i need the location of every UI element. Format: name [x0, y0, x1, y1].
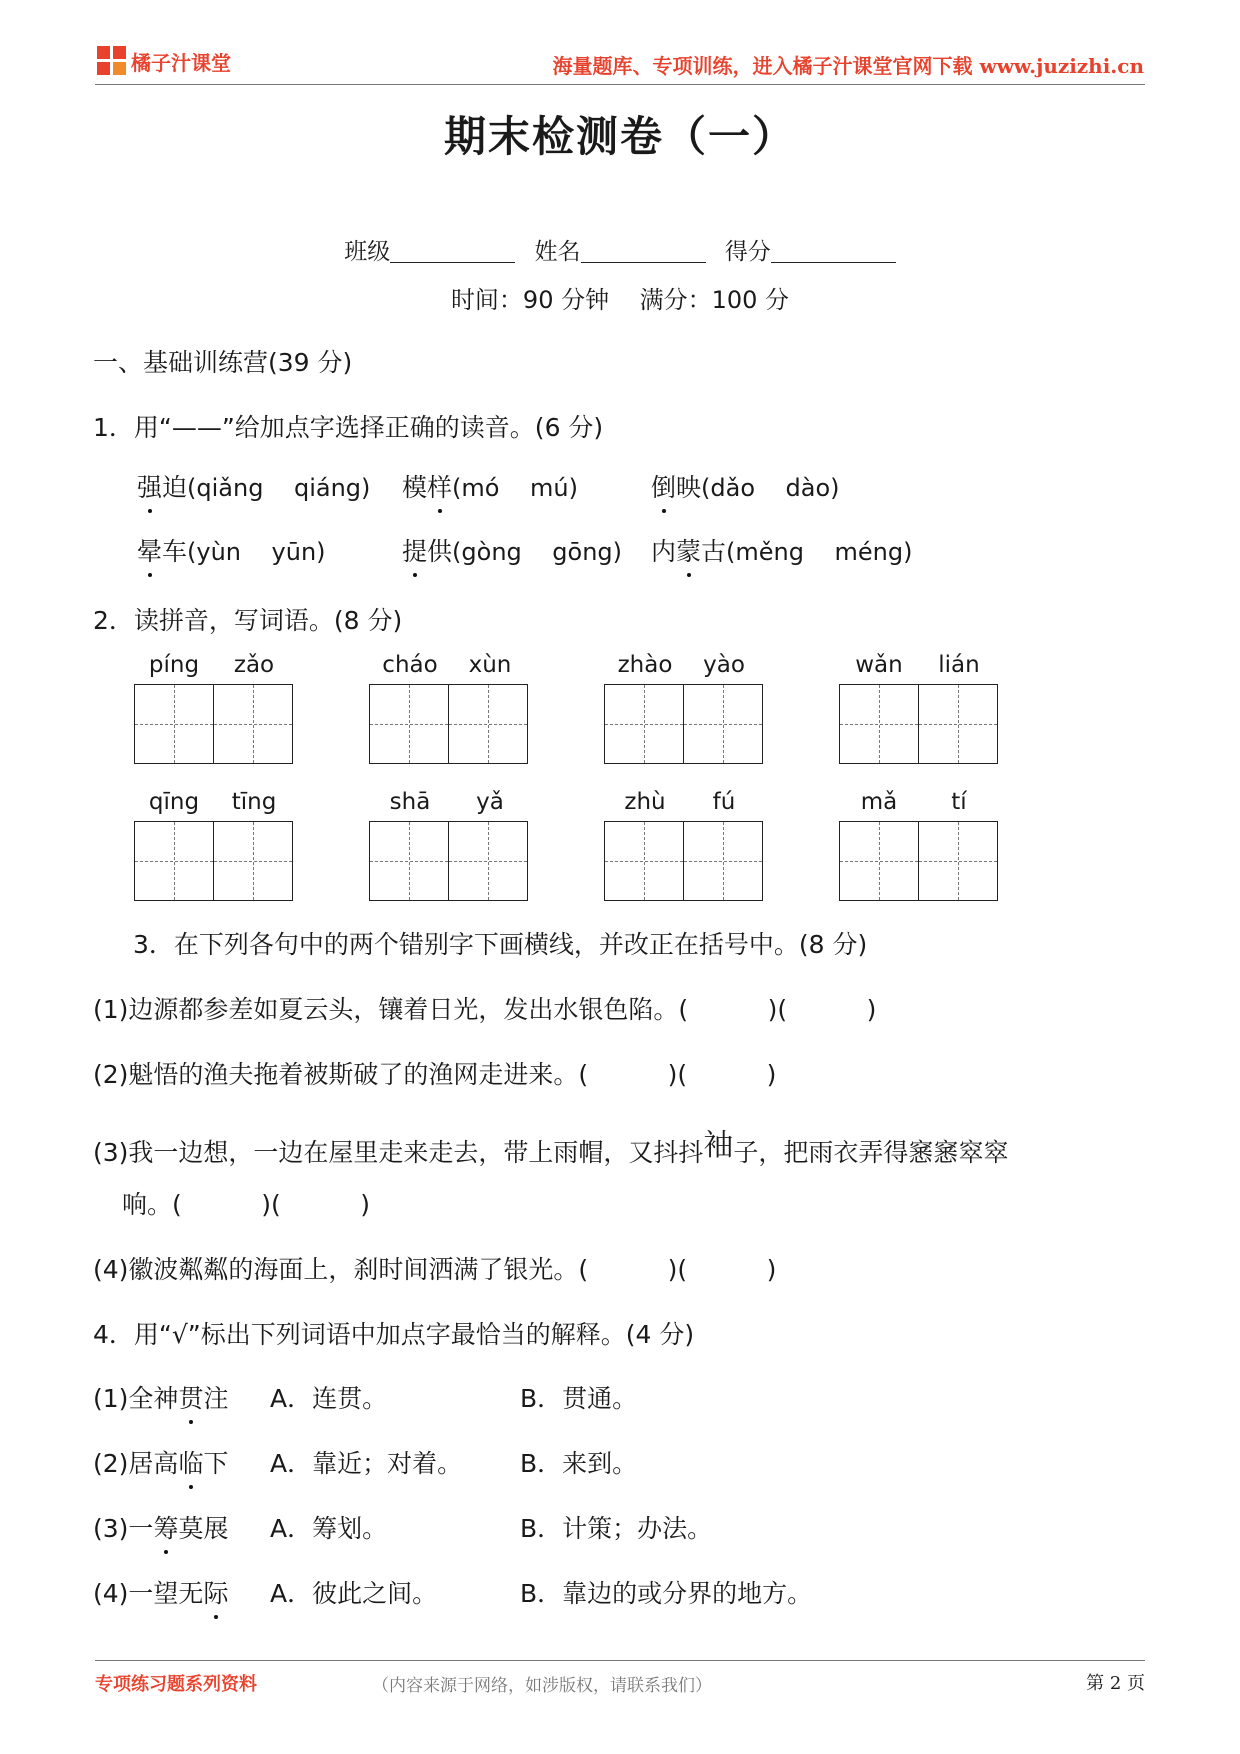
dotted-char: 强: [137, 468, 162, 504]
brand-logo-icon: [97, 46, 127, 76]
q4-option-a[interactable]: A．彼此之间。: [270, 1579, 438, 1608]
writing-grid[interactable]: [134, 821, 214, 901]
dotted-char: 贯: [178, 1379, 203, 1415]
writing-grid[interactable]: [134, 684, 214, 764]
q3-sentence: (2)魁悟的渔夫拖着被斯破了的渔网走进来。( )( ): [93, 1060, 777, 1089]
writing-grid[interactable]: [213, 684, 293, 764]
page-number: 第 2 页: [1086, 1673, 1145, 1694]
pinyin-options: (yùn yūn): [187, 538, 326, 566]
pinyin-options: (měng méng): [726, 538, 913, 566]
q4-option-b[interactable]: B．计策；办法。: [520, 1514, 713, 1543]
q1-item: 晕车(yùn yūn): [137, 532, 326, 568]
writing-grid[interactable]: [918, 821, 998, 901]
question-2-prompt: 2．读拼音，写词语。(8 分): [93, 606, 403, 635]
q4-option-b[interactable]: B．来到。: [520, 1449, 638, 1478]
pinyin-label: cháo: [382, 652, 438, 678]
dotted-char: 际: [203, 1574, 228, 1610]
section-heading: 一、基础训练营(39 分): [93, 348, 353, 377]
brand-name: 橘子汁课堂: [131, 51, 231, 75]
question-3-prompt: 3．在下列各句中的两个错别字下画横线，并改正在括号中。(8 分): [133, 930, 868, 959]
pinyin-label: zhào: [617, 652, 673, 678]
pinyin-options: (dǎo dào): [701, 474, 840, 502]
writing-grid[interactable]: [604, 821, 684, 901]
pinyin-label: yǎ: [476, 789, 504, 815]
pinyin-label: wǎn: [855, 652, 903, 678]
q4-option-b[interactable]: B．靠边的或分界的地方。: [520, 1579, 813, 1608]
name-blank[interactable]: [581, 238, 706, 263]
writing-grid[interactable]: [604, 684, 684, 764]
dotted-char: 蒙: [676, 532, 701, 568]
q4-word: (4)一望无际: [93, 1574, 228, 1610]
class-label: 班级: [344, 239, 391, 265]
writing-grid[interactable]: [683, 821, 763, 901]
question-4-prompt: 4．用“√”标出下列词语中加点字最恰当的解释。(4 分): [93, 1320, 695, 1349]
name-label: 姓名: [534, 239, 581, 265]
pinyin-options: (gòng gōng): [452, 538, 622, 566]
q4-option-a[interactable]: A．筹划。: [270, 1514, 388, 1543]
q4-option-b[interactable]: B．贯通。: [520, 1384, 638, 1413]
q1-item: 倒映(dǎo dào): [651, 468, 840, 504]
pinyin-options: (mó mú): [452, 474, 578, 502]
score-blank[interactable]: [771, 238, 896, 263]
pinyin-label: tí: [951, 789, 967, 815]
writing-grid[interactable]: [448, 821, 528, 901]
q1-item: 提供(gòng gōng): [402, 532, 622, 568]
pinyin-label: lián: [938, 652, 980, 678]
writing-grid[interactable]: [448, 684, 528, 764]
student-info-fields: [0, 233, 1240, 266]
dotted-char: 筹: [153, 1509, 178, 1545]
time-info: 时间：90 分钟 满分：100 分: [450, 286, 790, 314]
writing-grid[interactable]: [918, 684, 998, 764]
header-slogan: 海量题库、专项训练，进入橘子汁课堂官网下载 www.juzizhi.cn: [552, 54, 1144, 78]
writing-grid[interactable]: [369, 684, 449, 764]
dotted-char: 样: [427, 468, 452, 504]
writing-grid[interactable]: [213, 821, 293, 901]
pinyin-label: shā: [389, 789, 431, 815]
q4-option-a[interactable]: A．靠近；对着。: [270, 1449, 463, 1478]
footer-divider: [95, 1660, 1145, 1661]
pinyin-label: zǎo: [233, 652, 275, 678]
q4-word: (1)全神贯注: [93, 1379, 228, 1415]
pinyin-label: qīng: [148, 789, 200, 815]
page-title: 期末检测卷（一）: [443, 112, 796, 161]
footer-series-label: 专项练习题系列资料: [95, 1674, 257, 1695]
q3-sentence: (1)边源都参差如夏云头，镶着日光，发出水银色陷。( )( ): [93, 995, 877, 1024]
writing-grid[interactable]: [839, 684, 919, 764]
q3-sentence-continued: 响。( )( ): [122, 1190, 370, 1219]
pinyin-label: zhù: [624, 789, 666, 815]
q3-sentence: (4)徽波粼粼的海面上，刹时间洒满了银光。( )( ): [93, 1255, 777, 1284]
dotted-char: 晕: [137, 532, 162, 568]
dotted-char: 临: [178, 1444, 203, 1480]
dotted-char: 提: [402, 532, 427, 568]
footer-copyright-note: （内容来源于网络，如涉版权，请联系我们）: [372, 1676, 712, 1696]
pinyin-label: yào: [703, 652, 745, 678]
q1-item: 模样(mó mú): [402, 468, 578, 504]
q1-item: 强迫(qiǎng qiáng): [137, 468, 370, 504]
writing-grid[interactable]: [369, 821, 449, 901]
pinyin-label: mǎ: [860, 789, 898, 815]
header-divider: [95, 84, 1145, 85]
dotted-char: 倒: [651, 468, 676, 504]
score-label: 得分: [724, 239, 771, 265]
pinyin-label: xùn: [468, 652, 512, 678]
q3-sentence: (3)我一边想，一边在屋里走来走去，带上雨帽，又抖抖袖子，把雨衣弄得窸窸窣窣: [93, 1128, 1009, 1167]
pinyin-options: (qiǎng qiáng): [187, 474, 371, 502]
q1-item: 内蒙古(měng méng): [651, 532, 912, 568]
q4-option-a[interactable]: A．连贯。: [270, 1384, 388, 1413]
q4-word: (3)一筹莫展: [93, 1509, 228, 1545]
pinyin-label: fú: [712, 789, 736, 815]
question-1-prompt: 1．用“——”给加点字选择正确的读音。(6 分): [93, 413, 604, 442]
pinyin-label: píng: [148, 652, 200, 678]
writing-grid[interactable]: [683, 684, 763, 764]
q4-word: (2)居高临下: [93, 1444, 228, 1480]
class-blank[interactable]: [390, 238, 515, 263]
pinyin-label: tīng: [231, 789, 277, 815]
writing-grid[interactable]: [839, 821, 919, 901]
